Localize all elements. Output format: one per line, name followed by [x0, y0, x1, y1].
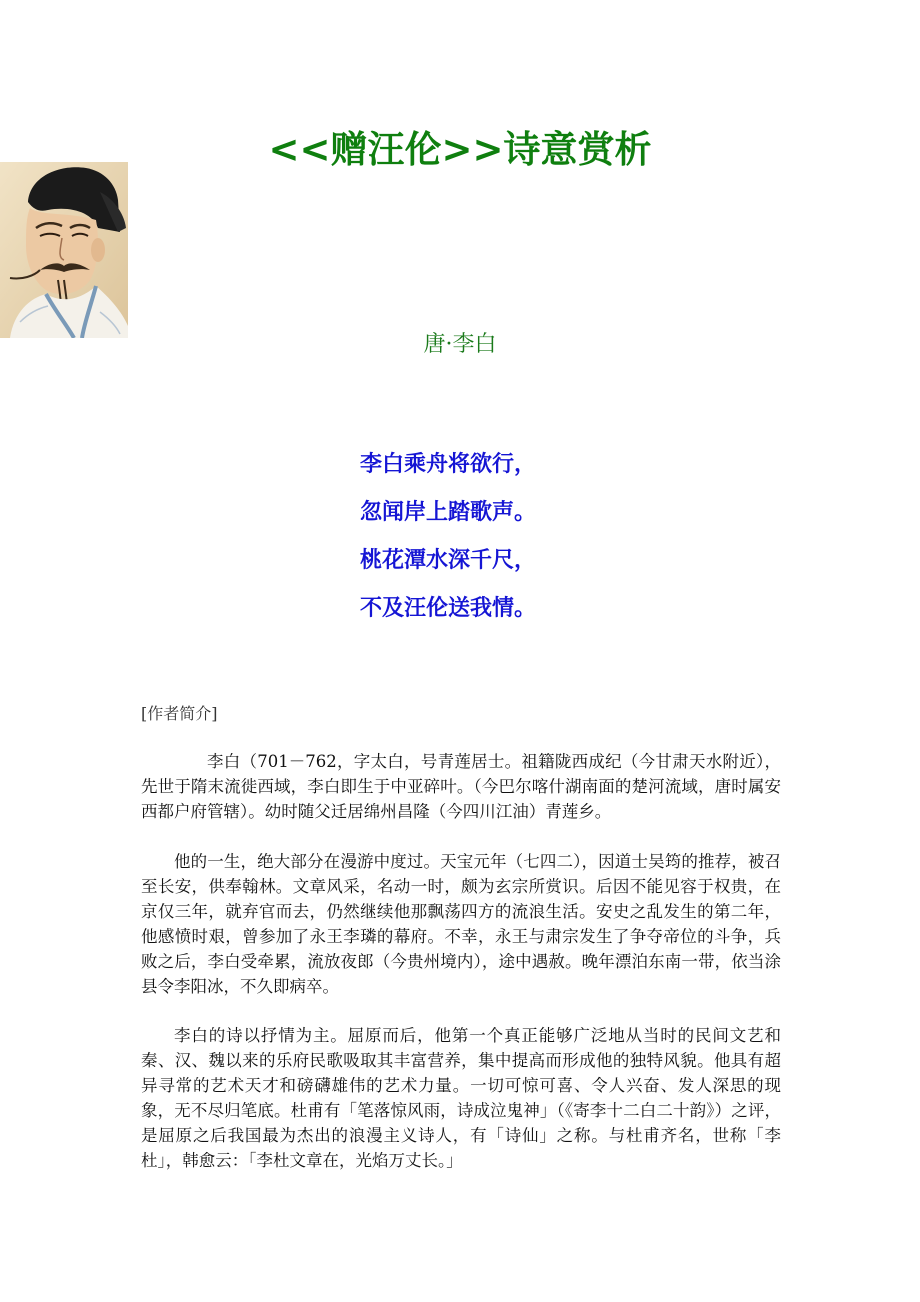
poem: [360, 441, 536, 633]
paragraph: 他的一生，绝大部分在漫游中度过。天宝元年（七四二），因道士吴筠的推荐，被召至长安，供奉翰林。文章风采，名动一时，颇为玄宗所赏识。后因不能见容于权贵，在京仅三年，就弃官而去，仍然继续他那飘荡四方的流浪生活。安史之乱发生的第二年，他感愤时艰，曾参加了永王李璘的幕府。不幸，永王与肃宗发生了争夺帝位的斗争，兵败之后，李白受牵累，流放夜郎（今贵州境内），途中遇赦。晚年漂泊东南一带，依当涂县令李阳冰，不久即病卒。: [141, 852, 781, 996]
paragraph: 李白的诗以抒情为主。屈原而后，他第一个真正能够广泛地从当时的民间文艺和秦、汉、魏以来的乐府民歌吸取其丰富营养，集中提高而形成他的独特风貌。他具有超异寻常的艺术天才和磅礴雄伟的艺术力量。一切可惊可喜、令人兴奋、发人深思的现象，无不尽归笔底。杜甫有「笔落惊风雨，诗成泣鬼神」（《寄李十二白二十韵》）之评，是屈原之后我国最为杰出的浪漫主义诗人，有「诗仙」之称。与杜甫齐名，世称「李杜」，韩愈云：「李杜文章在，光焰万丈长。」: [141, 1026, 781, 1170]
poem-line: 忽闻岸上踏歌声。: [360, 500, 537, 525]
page-title: <<赠汪伦>>诗意赏析: [268, 128, 652, 171]
section-heading-author-intro: [作者简介]: [141, 704, 218, 723]
author-line: 唐·李白: [423, 332, 497, 357]
poem-line: 李白乘舟将欲行，: [360, 452, 537, 477]
portrait-illustration: [0, 162, 128, 338]
poem-line: 不及汪伦送我情。: [360, 596, 537, 621]
li-bai-portrait: [0, 162, 128, 338]
paragraph: 李白（701－762，字太白，号青莲居士。祖籍陇西成纪（今甘肃天水附近），先世于隋末流徙西域，李白即生于中亚碎叶。（今巴尔喀什湖南面的楚河流域，唐时属安西都户府管辖）。幼时随父迁居绵州昌隆（今四川江油）青莲乡。: [141, 752, 781, 821]
poem-line: 桃花潭水深千尺，: [360, 548, 537, 573]
